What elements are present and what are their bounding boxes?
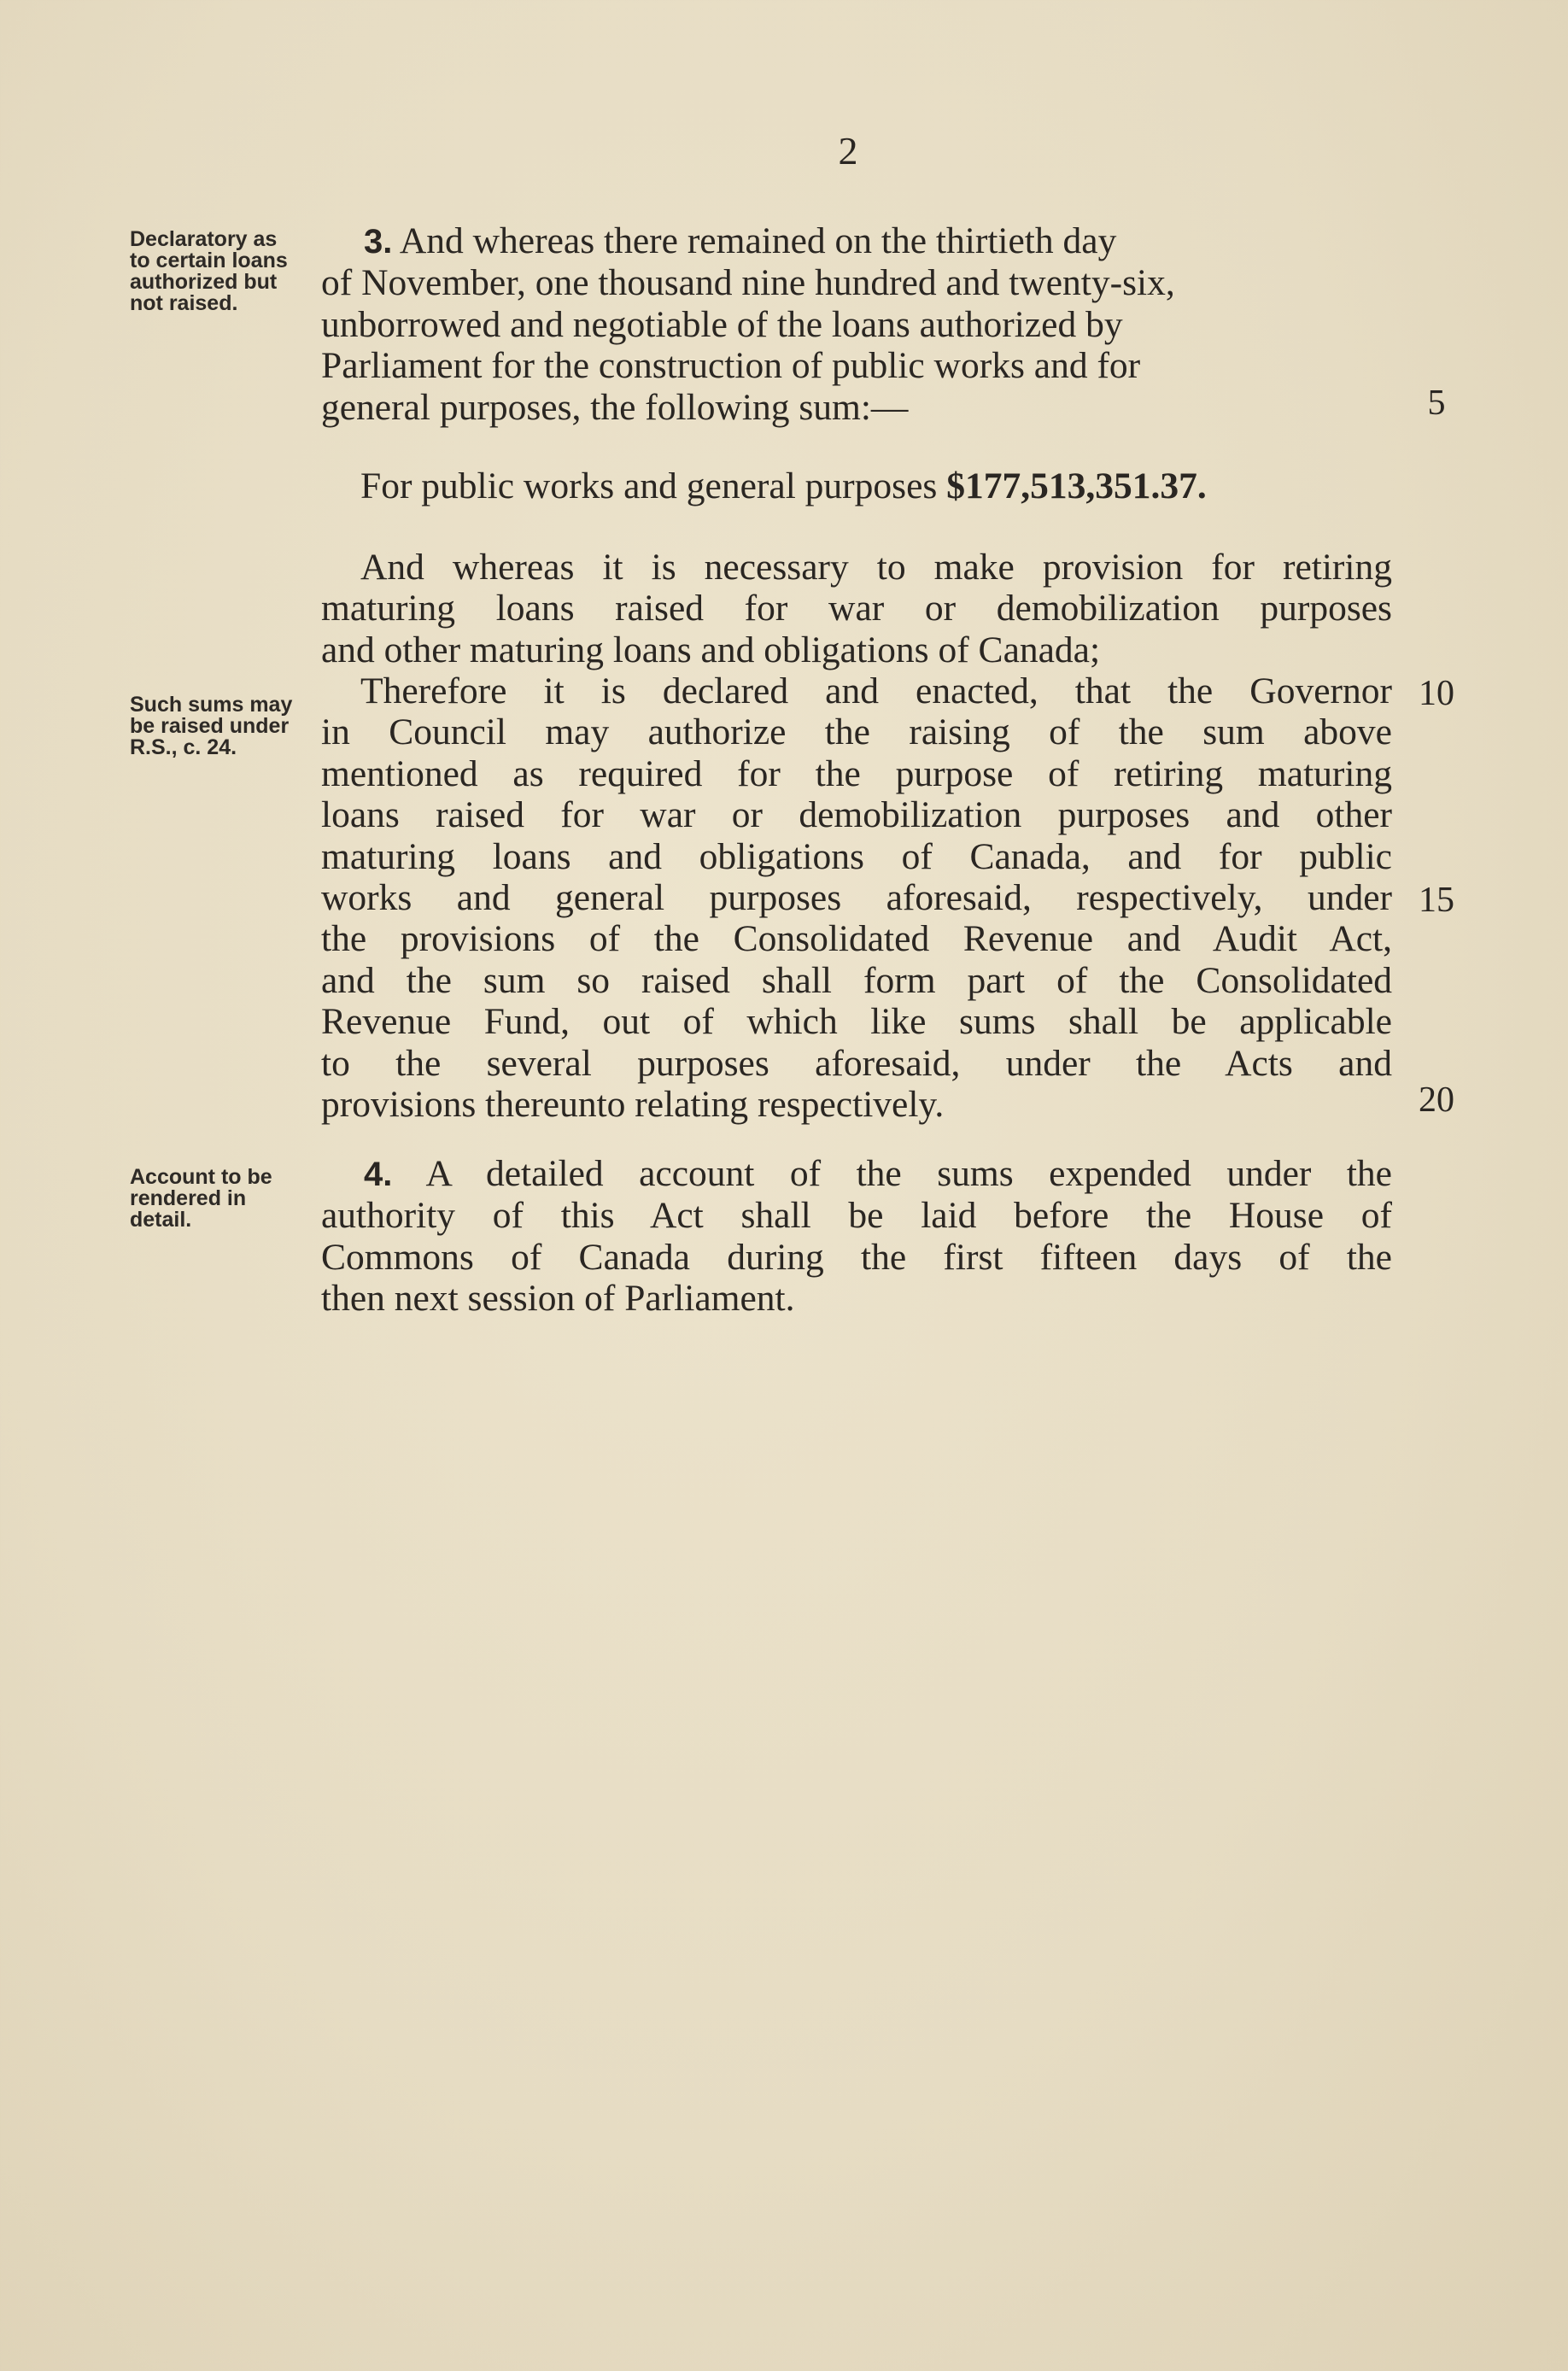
therefore-paragraph — [321, 670, 1392, 1125]
section-4-paragraph — [321, 1153, 1392, 1320]
therefore-line: maturing loans and obligations of Canada, and for public — [321, 835, 1392, 877]
line-number-5: 5 — [1427, 383, 1446, 423]
therefore-line: to the several purposes aforesaid, under the Acts and — [321, 1042, 1392, 1084]
section-3-number: 3. — [364, 223, 393, 261]
therefore-line: and the sum so raised shall form part of the Consolidated — [321, 959, 1392, 1001]
line-number-20: 20 — [1419, 1080, 1454, 1120]
section-3-line: 3. And whereas there remained on the thirtieth day — [321, 220, 1392, 262]
section-4-number: 4. — [364, 1156, 393, 1193]
amount-value: $177,513,351.37. — [946, 465, 1207, 506]
section-3-line: general purposes, the following sum:— — [321, 386, 909, 428]
section-3-paragraph — [321, 220, 1392, 428]
section-4-line: authority of this Act shall be laid before the House of — [321, 1195, 1392, 1237]
whereas-line: And whereas it is necessary to make provision for retiring — [360, 547, 1392, 588]
therefore-line: provisions thereunto relating respectively. — [321, 1084, 945, 1126]
amount-label: For public works and general purposes — [360, 465, 938, 506]
section-3-line: of November, one thousand nine hundred and twenty-six, — [321, 262, 1175, 304]
whereas-line: and other maturing loans and obligations of Canada; — [321, 629, 1101, 670]
section-4-line: Commons of Canada during the first fifteen days of the — [321, 1236, 1392, 1278]
margin-note-such-sums: Such sums may be raised under R.S., c. 24. — [130, 693, 293, 759]
therefore-line: Therefore it is declared and enacted, that the Governor — [360, 670, 1392, 711]
amount-line — [360, 465, 1392, 506]
line-number-10: 10 — [1419, 674, 1454, 713]
section-3-line: Parliament for the construction of public works and for — [321, 345, 1141, 387]
page-number: 2 — [838, 129, 858, 173]
therefore-line: the provisions of the Consolidated Revenue and Audit Act, — [321, 918, 1392, 960]
section-4-line: 4. A detailed account of the sums expended under the — [321, 1153, 1392, 1195]
margin-note-account: Account to be rendered in detail. — [130, 1165, 272, 1232]
therefore-line: Revenue Fund, out of which like sums shall be applicable — [321, 1001, 1392, 1043]
section-4-line: then next session of Parliament. — [321, 1278, 795, 1320]
section-3-line: unborrowed and negotiable of the loans authorized by — [321, 303, 1123, 345]
therefore-line: in Council may authorize the raising of the sum above — [321, 711, 1392, 753]
therefore-line: works and general purposes aforesaid, respectively, under — [321, 877, 1392, 919]
therefore-line: mentioned as required for the purpose of retiring maturing — [321, 752, 1392, 794]
margin-note-declaratory: Declaratory as to certain loans authorized but not raised. — [130, 227, 288, 315]
line-number-15: 15 — [1419, 881, 1454, 920]
whereas-paragraph — [321, 547, 1392, 670]
therefore-line: loans raised for war or demobilization purposes and other — [321, 794, 1392, 836]
whereas-line: maturing loans raised for war or demobilization purposes — [321, 588, 1392, 629]
